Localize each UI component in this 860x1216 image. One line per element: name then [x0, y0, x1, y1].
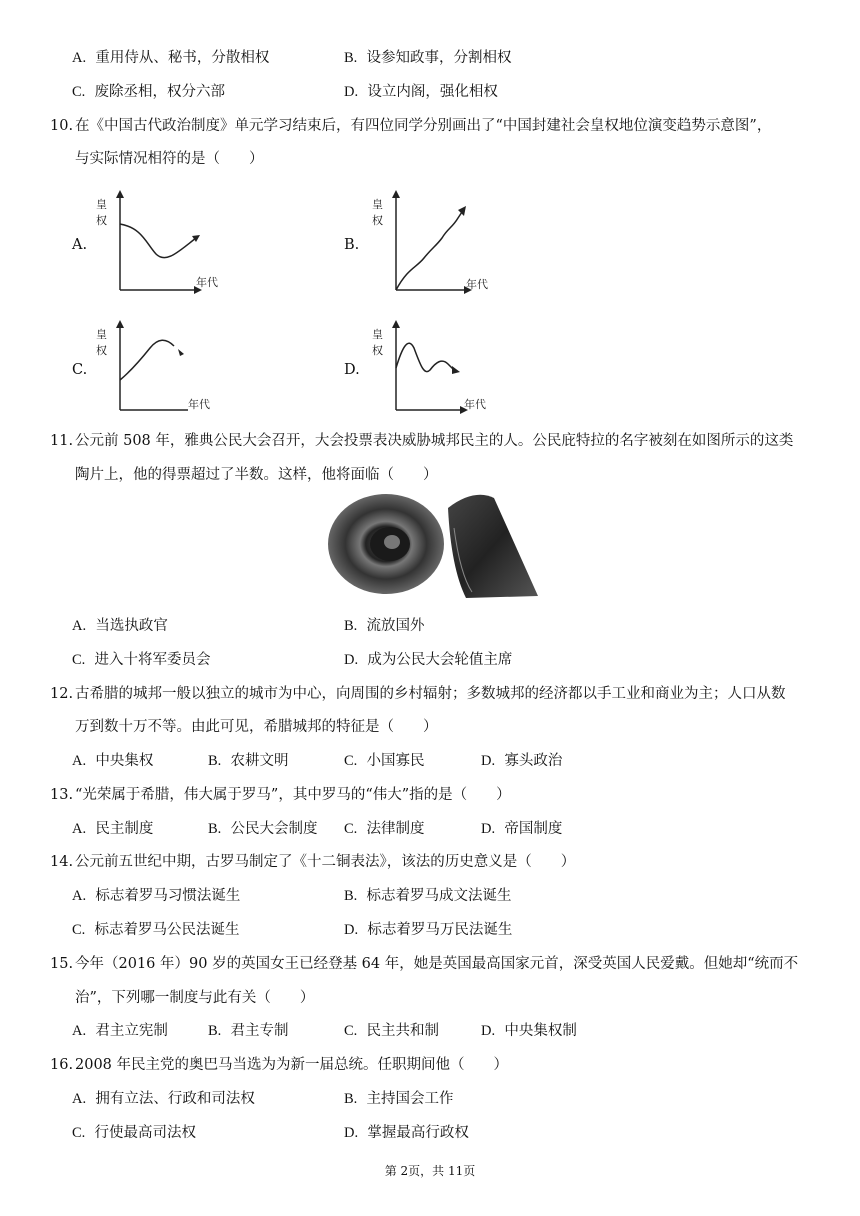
graph-d-xlabel: 年代 — [464, 398, 486, 411]
q15-option-a: A. 君主立宪制 — [72, 1023, 168, 1039]
graph-a-xlabel: 年代 — [196, 276, 218, 289]
q12-option-a: A. 中央集权 — [72, 753, 154, 769]
graph-d-ylabel-1: 皇 — [372, 328, 383, 341]
q10-graph-c-label: C. — [72, 362, 88, 378]
q12-stem-line2: 万到数十万不等。由此可见，希腊城邦的特征是（ ） — [75, 719, 438, 735]
q13-number: 13. — [50, 787, 74, 803]
q9-option-c: C. 废除丞相，权分六部 — [72, 84, 226, 100]
q16-option-d: D. 掌握最高行政权 — [344, 1125, 469, 1141]
q10-number: 10. — [50, 118, 74, 134]
q10-graph-a — [92, 188, 218, 298]
q15-option-c: C. 民主共和制 — [344, 1023, 440, 1039]
graph-c-ylabel-2: 权 — [96, 344, 107, 357]
page-footer: 第 2页，共 11页 — [384, 1164, 476, 1178]
q14-option-a: A. 标志着罗马习惯法诞生 — [72, 888, 241, 904]
q14-stem-line1: 公元前五世纪中期，古罗马制定了《十二铜表法》，该法的历史意义是（ ） — [75, 854, 576, 870]
q10-graph-c — [92, 318, 212, 418]
q13-option-a: A. 民主制度 — [72, 821, 154, 837]
q11-number: 11. — [50, 433, 74, 449]
q15-stem-line1: 今年（2016 年）90 岁的英国女王已经登基 64 年，她是英国最高国家元首，深受英国人民爱戴。但她却“统而不 — [75, 956, 799, 972]
q14-option-b: B. 标志着罗马成文法诞生 — [344, 888, 512, 904]
q10-graph-a-label: A. — [72, 237, 88, 253]
q9-option-d: D. 设立内阁，强化相权 — [344, 84, 498, 100]
q9-option-a: A. 重用侍从、秘书，分散相权 — [72, 50, 270, 66]
graph-c-xlabel: 年代 — [188, 398, 210, 411]
graph-b-ylabel-1: 皇 — [372, 198, 383, 211]
q12-stem-line1: 古希腊的城邦一般以独立的城市为中心，向周围的乡村辐射；多数城邦的经济都以手工业和商业为主；人口从数 — [75, 686, 786, 702]
q13-option-b: B. 公民大会制度 — [208, 821, 318, 837]
q10-graph-d-label: D. — [344, 362, 360, 378]
q13-option-d: D. 帝国制度 — [481, 821, 563, 837]
q10-stem-line1: 在《中国古代政治制度》单元学习结束后，有四位同学分别画出了“中国封建社会皇权地位演变趋势示意图”， — [75, 118, 772, 134]
graph-b-xlabel: 年代 — [466, 278, 488, 291]
q16-number: 16. — [50, 1057, 74, 1073]
q10-graph-b — [368, 188, 488, 298]
graph-d-ylabel-2: 权 — [372, 344, 383, 357]
graph-b-ylabel-2: 权 — [372, 214, 383, 227]
q11-option-d: D. 成为公民大会轮值主席 — [344, 652, 513, 668]
q12-option-d: D. 寡头政治 — [481, 753, 563, 769]
q14-number: 14. — [50, 854, 74, 870]
q12-option-b: B. 农耕文明 — [208, 753, 289, 769]
graph-a-ylabel-2: 权 — [96, 214, 107, 227]
q11-stem-line1: 公元前 508 年，雅典公民大会召开，大会投票表决威胁城邦民主的人。公民庇特拉的名字被刻在如图所示的这类 — [75, 433, 794, 449]
q16-option-c: C. 行使最高司法权 — [72, 1125, 197, 1141]
q10-graph-b-label: B. — [344, 237, 360, 253]
q12-option-c: C. 小国寡民 — [344, 753, 425, 769]
q11-option-c: C. 进入十将军委员会 — [72, 652, 211, 668]
q10-stem-line2: 与实际情况相符的是（ ） — [75, 151, 264, 167]
graph-c-ylabel-1: 皇 — [96, 328, 107, 341]
q15-number: 15. — [50, 956, 74, 972]
q10-graph-d — [368, 318, 488, 418]
q16-option-a: A. 拥有立法、行政和司法权 — [72, 1091, 255, 1107]
q15-option-d: D. 中央集权制 — [481, 1023, 577, 1039]
q13-option-c: C. 法律制度 — [344, 821, 425, 837]
q14-option-d: D. 标志着罗马万民法诞生 — [344, 922, 513, 938]
q15-stem-line2: 治”，下列哪一制度与此有关（ ） — [75, 990, 315, 1006]
q15-option-b: B. 君主专制 — [208, 1023, 289, 1039]
q16-stem-line1: 2008 年民主党的奥巴马当选为为新一届总统。任职期间他（ ） — [75, 1057, 509, 1073]
q16-option-b: B. 主持国会工作 — [344, 1091, 454, 1107]
q9-option-b: B. 设参知政事，分割相权 — [344, 50, 512, 66]
q12-number: 12. — [50, 686, 74, 702]
q11-stem-line2: 陶片上，他的得票超过了半数。这样，他将面临（ ） — [75, 467, 438, 483]
q13-stem-line1: “光荣属于希腊，伟大属于罗马”，其中罗马的“伟大”指的是（ ） — [75, 787, 511, 803]
q11-option-b: B. 流放国外 — [344, 618, 425, 634]
graph-a-ylabel-1: 皇 — [96, 198, 107, 211]
q11-option-a: A. 当选执政官 — [72, 618, 168, 634]
ostracon-photo — [326, 488, 540, 600]
q14-option-c: C. 标志着罗马公民法诞生 — [72, 922, 240, 938]
